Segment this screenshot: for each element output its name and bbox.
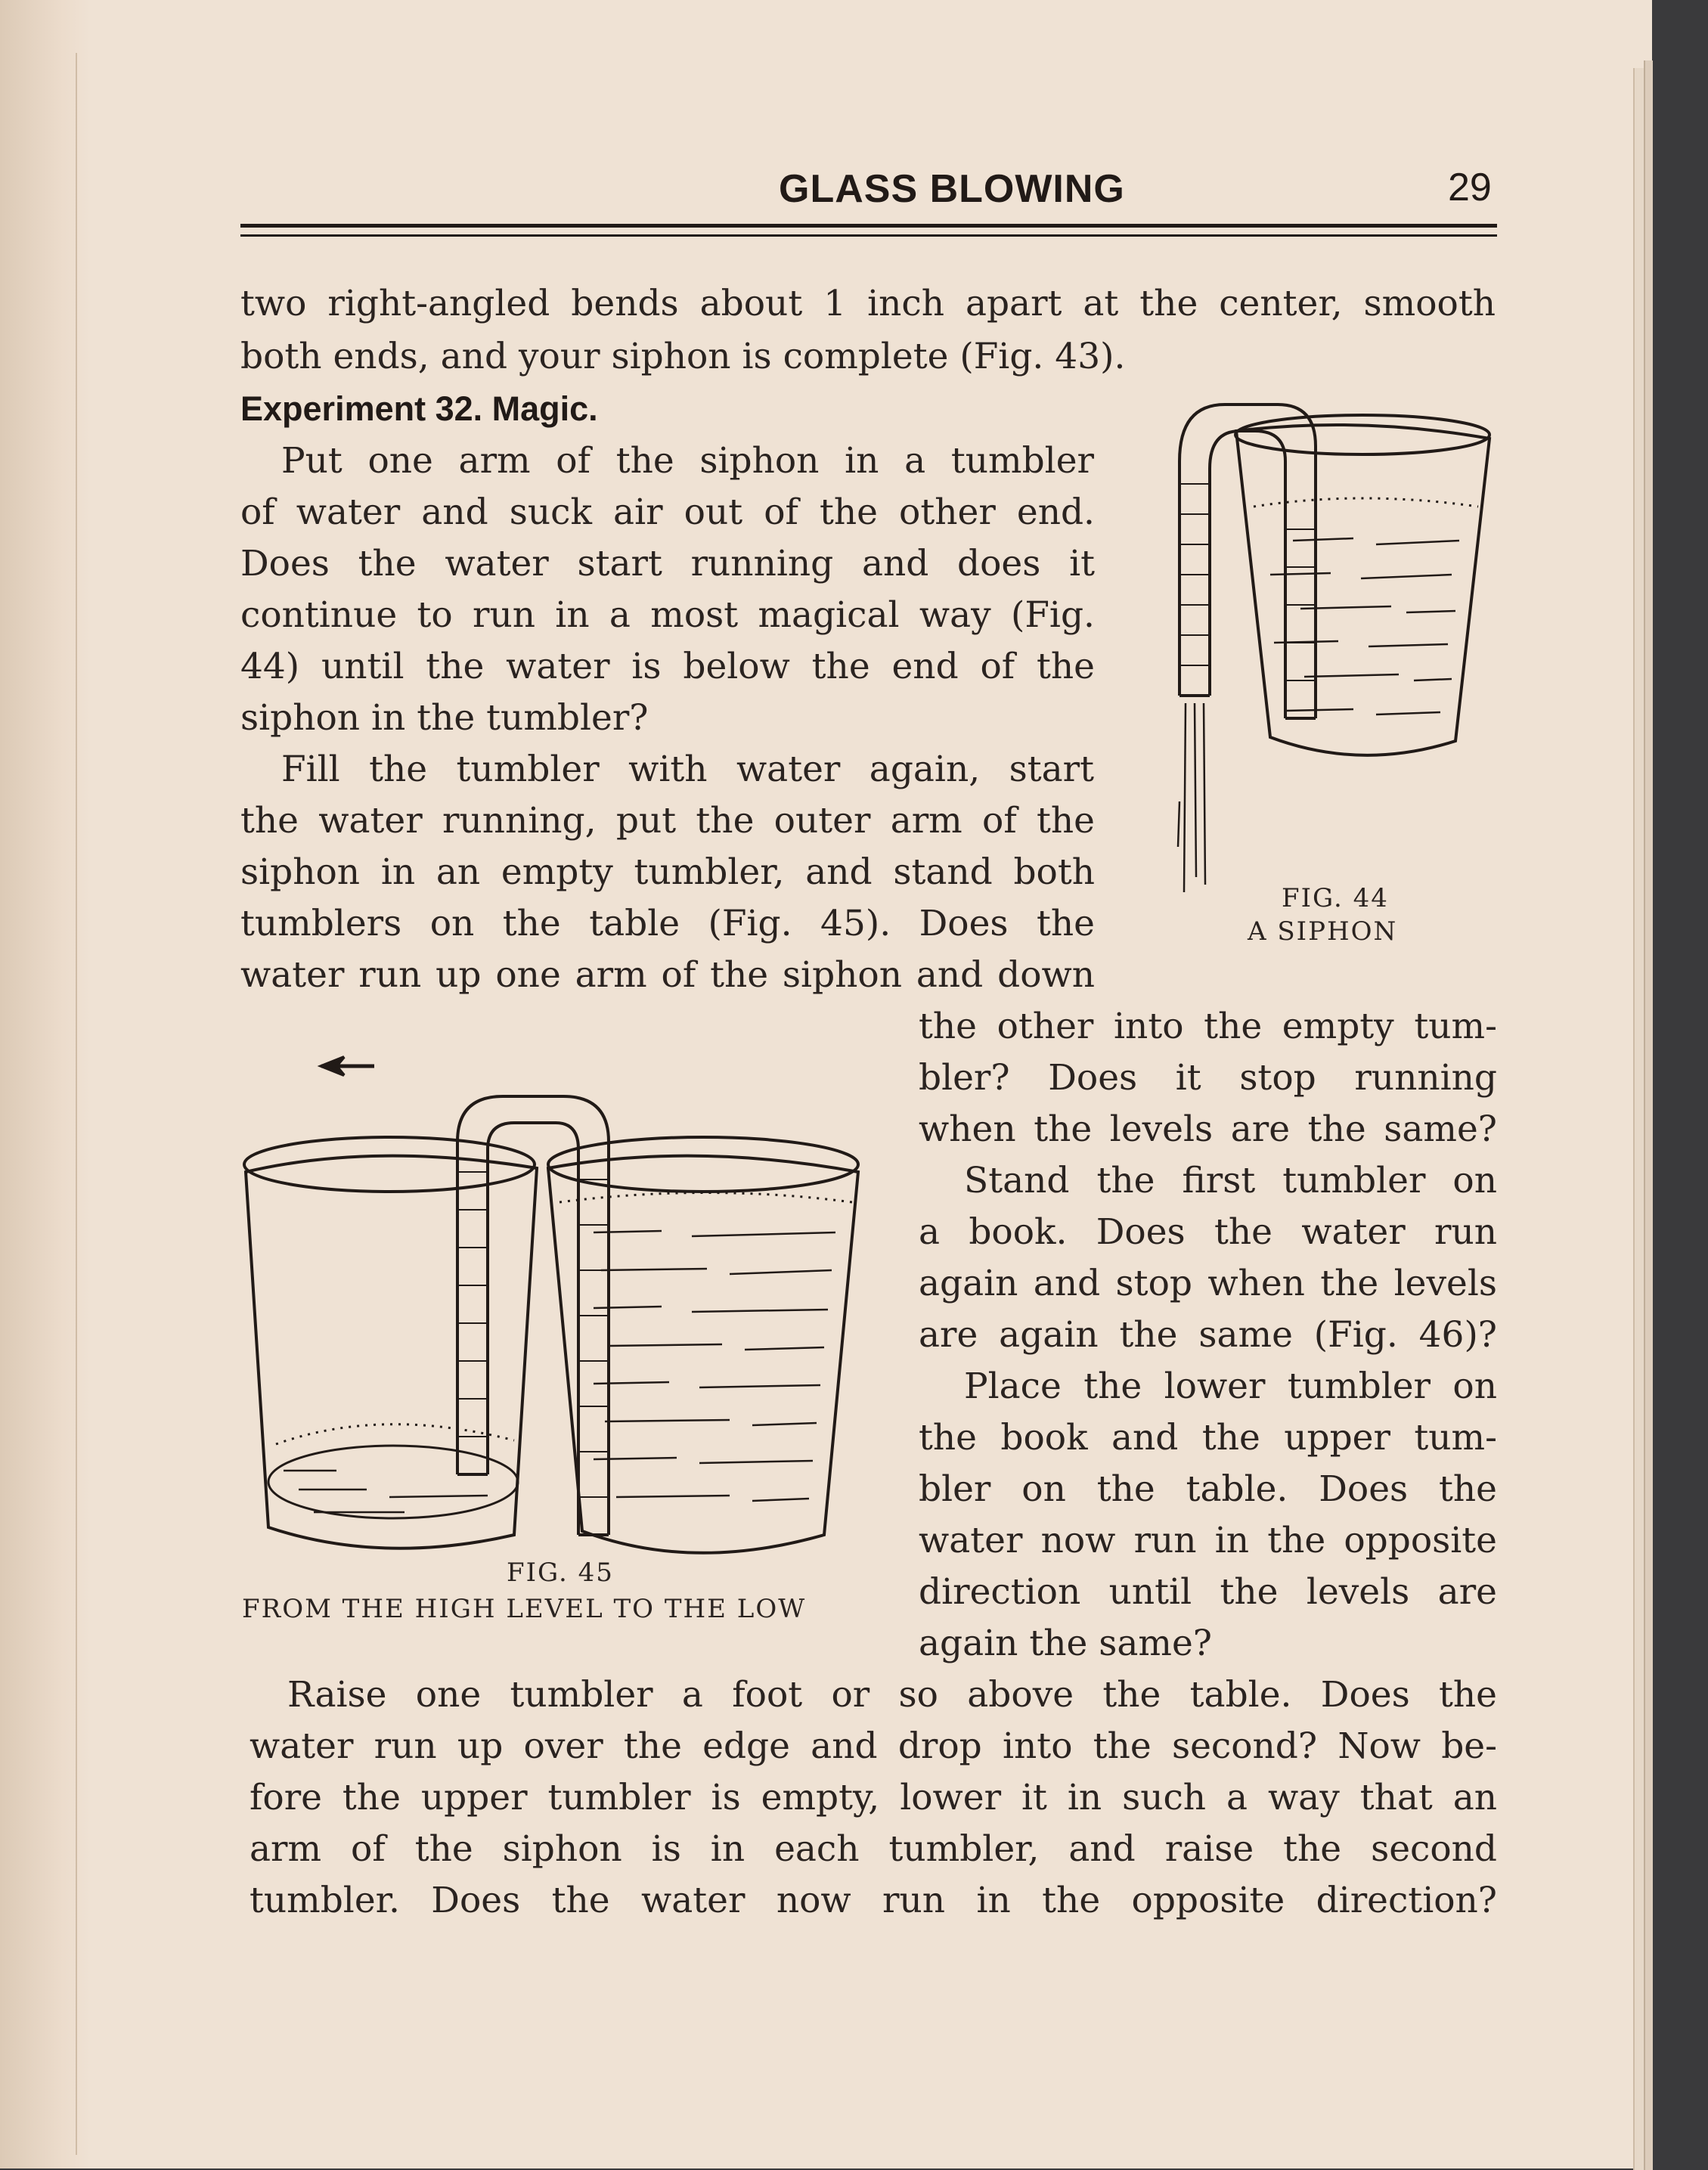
body-line: direction until the levels are: [919, 1571, 1497, 1613]
body-line: Put one arm of the siphon in a tumbler: [281, 440, 1094, 482]
body-line: arm of the siphon is in each tumbler, and raise the second: [250, 1828, 1497, 1870]
fig45-number: FIG. 45: [507, 1558, 614, 1588]
body-line: again and stop when the levels: [919, 1263, 1497, 1304]
body-line: siphon in the tumbler?: [240, 697, 649, 739]
body-line: two right-angled bends about 1 inch apart at the center, smooth: [240, 283, 1496, 324]
body-line: tumbler. Does the water now run in the opposite direction?: [250, 1880, 1497, 1921]
body-line: Place the lower tumbler on: [964, 1366, 1497, 1407]
body-line: siphon in an empty tumbler, and stand both: [240, 851, 1095, 893]
siphon-tumbler-illustration: [1164, 393, 1505, 907]
body-line: Fill the tumbler with water again, start: [281, 749, 1094, 790]
page-edge-back: [1644, 60, 1653, 2170]
body-line: the other into the empty tum-: [919, 1006, 1497, 1047]
body-line: water run up one arm of the siphon and down: [240, 954, 1095, 996]
body-line: 44) until the water is below the end of the: [240, 646, 1095, 687]
tumbler-outline: [1236, 425, 1489, 755]
gutter-shadow: [0, 0, 91, 2168]
running-head-title: GLASS BLOWING: [779, 167, 1125, 211]
body-line: the book and the upper tum-: [919, 1417, 1497, 1459]
body-line: Raise one tumbler a foot or so above the table. Does the: [287, 1674, 1497, 1716]
body-line: are again the same (Fig. 46)?: [919, 1314, 1497, 1356]
experiment-heading: Experiment 32. Magic.: [240, 389, 598, 428]
two-tumbler-siphon-illustration: [238, 1051, 873, 1558]
fig44-number: FIG. 44: [1282, 883, 1389, 913]
body-line: water now run in the opposite: [919, 1520, 1497, 1561]
body-line: the water running, put the outer arm of the: [240, 800, 1095, 842]
body-line: a book. Does the water run: [919, 1211, 1497, 1253]
body-line: Stand the first tumbler on: [964, 1160, 1497, 1201]
header-rule-thin: [240, 234, 1497, 237]
body-line: both ends, and your siphon is complete (Fig. 43).: [240, 336, 1126, 377]
header-rule-thick: [240, 224, 1497, 228]
body-line: bler on the table. Does the: [919, 1468, 1497, 1510]
body-line: tumblers on the table (Fig. 45). Does the: [240, 903, 1095, 944]
body-line: Does the water start running and does it: [240, 543, 1095, 584]
body-line: of water and suck air out of the other end.: [240, 491, 1095, 533]
fig45-title: FROM THE HIGH LEVEL TO THE LOW: [242, 1594, 807, 1624]
water-stream: [1178, 703, 1205, 892]
body-line: water run up over the edge and drop into the second? Now be-: [250, 1725, 1497, 1767]
right-tumbler: [548, 1156, 858, 1553]
page-number: 29: [1448, 166, 1492, 209]
body-line: bler? Does it stop running: [919, 1057, 1497, 1099]
left-tumbler: [246, 1156, 537, 1548]
body-line: continue to run in a most magical way (Fig.: [240, 594, 1095, 636]
body-line: when the levels are the same?: [919, 1108, 1497, 1150]
body-line: again the same?: [919, 1623, 1213, 1664]
body-line: fore the upper tumbler is empty, lower it in such a way that an: [250, 1777, 1497, 1818]
fig44-title: A SIPHON: [1248, 916, 1398, 947]
gutter-fold: [76, 53, 77, 2155]
